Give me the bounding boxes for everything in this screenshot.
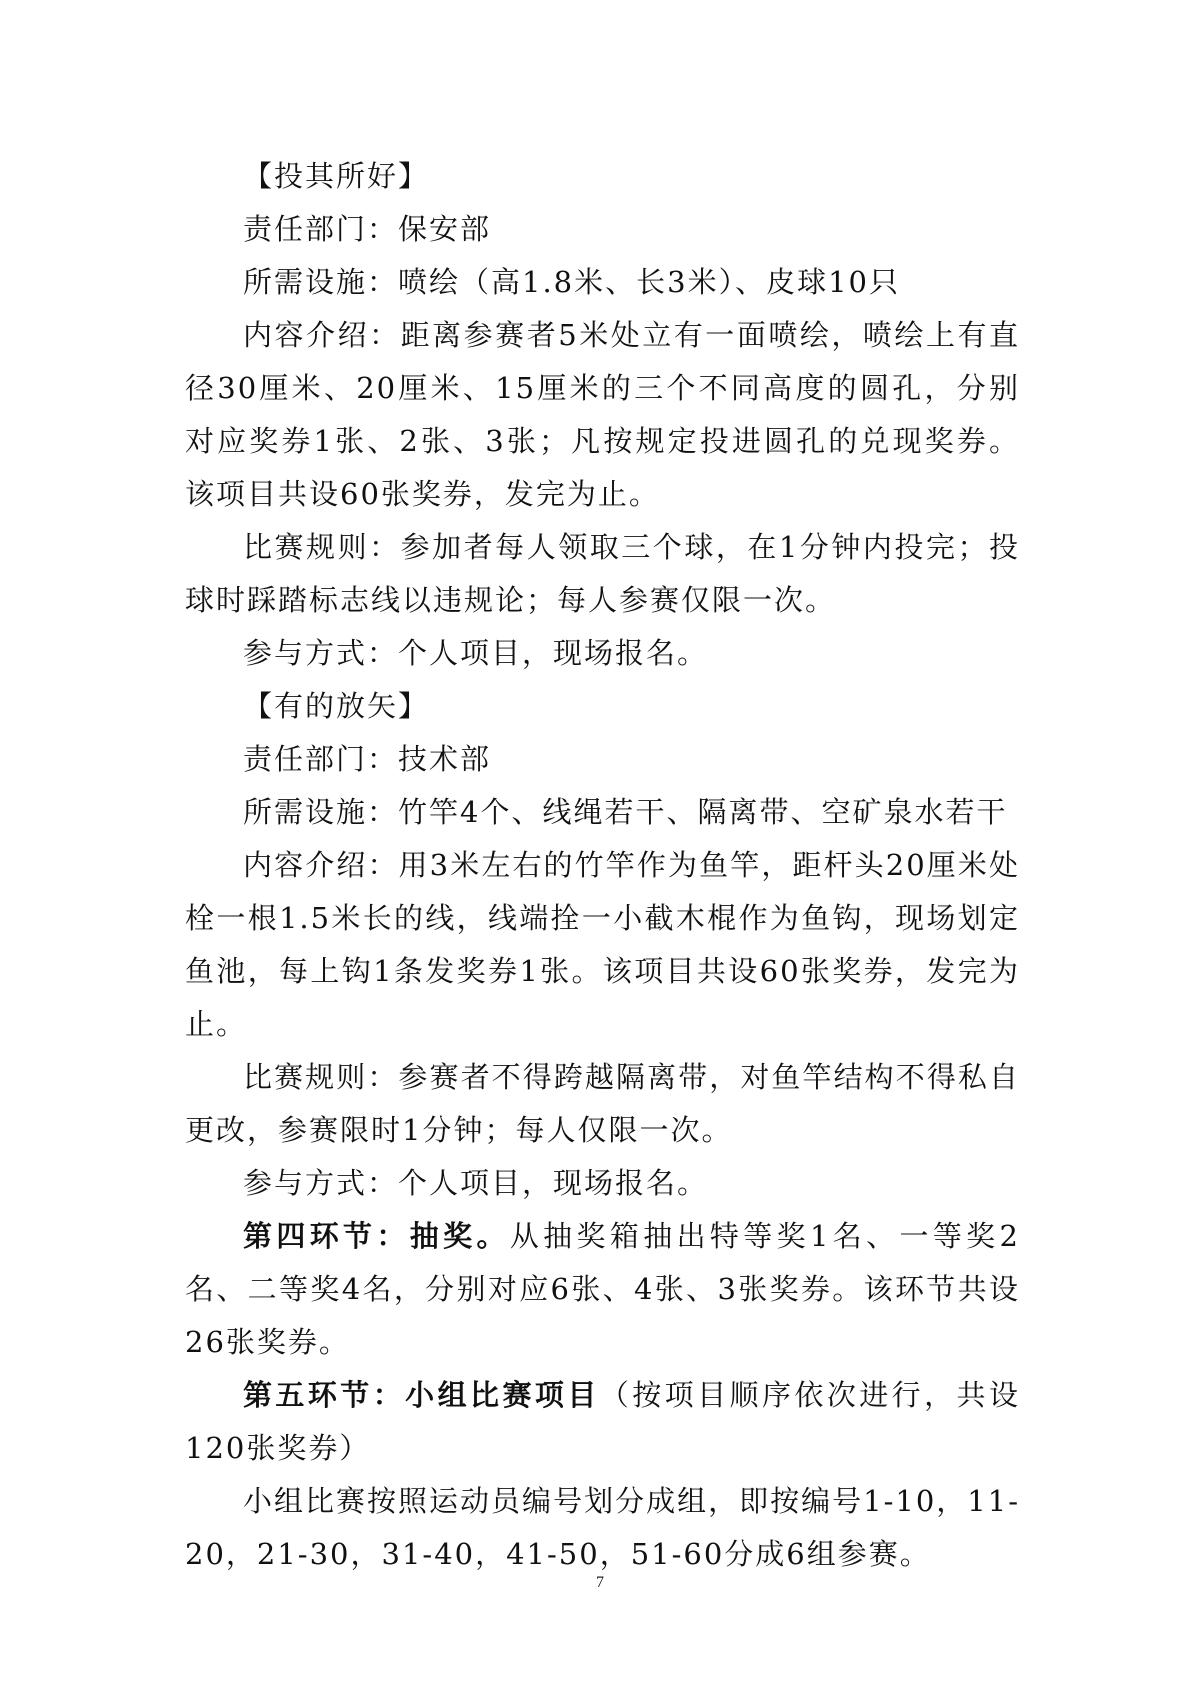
group-paragraph: 小组比赛按照运动员编号划分成组，即按编号1-10，11-20，21-30，31-40，41-50，51-60分成6组参赛。	[185, 1484, 1020, 1571]
document-body	[185, 150, 1020, 1581]
stage4-heading: 第四环节：抽奖。	[243, 1219, 510, 1253]
stage5-text: （按项目顺序依次进行，共设120张奖券）	[185, 1378, 1020, 1465]
facilities-2: 所需设施：竹竿4个、线绳若干、隔离带、空矿泉水若干	[243, 795, 1008, 829]
rules-2: 比赛规则：参赛者不得跨越隔离带，对鱼竿结构不得私自更改，参赛限时1分钟；每人仅限一次。	[185, 1060, 1020, 1147]
participation-1: 参与方式：个人项目，现场报名。	[243, 636, 709, 670]
stage5-heading: 第五环节：小组比赛项目	[243, 1378, 600, 1412]
stage4-text: 从抽奖箱抽出特等奖1名、一等奖2名、二等奖4名，分别对应6张、4张、3张奖券。该环节共设26张奖券。	[185, 1219, 1020, 1359]
content-2: 内容介绍：用3米左右的竹竿作为鱼竿，距杆头20厘米处栓一根1.5米长的线，线端拴一小截木棍作为鱼钩，现场划定鱼池，每上钩1条发奖券1张。该项目共设60张奖券，发完为止。	[185, 848, 1020, 1041]
rules-1: 比赛规则：参加者每人领取三个球，在1分钟内投完；投球时踩踏标志线以违规论；每人参赛仅限一次。	[185, 530, 1020, 617]
stage4-paragraph	[185, 1210, 1020, 1369]
page-number: 7	[596, 1574, 604, 1591]
stage5-paragraph	[185, 1369, 1020, 1475]
section-title-2: 【有的放矢】	[243, 689, 430, 723]
department-1: 责任部门：保安部	[243, 212, 492, 246]
participation-2: 参与方式：个人项目，现场报名。	[243, 1166, 709, 1200]
facilities-1: 所需设施：喷绘（高1.8米、长3米）、皮球10只	[243, 265, 900, 299]
content-1: 内容介绍：距离参赛者5米处立有一面喷绘，喷绘上有直径30厘米、20厘米、15厘米的三个不同高度的圆孔，分别对应奖券1张、2张、3张；凡按规定投进圆孔的兑现奖券。该项目共设60张奖券，发完为止。	[185, 318, 1020, 511]
section-title-1: 【投其所好】	[243, 159, 430, 193]
department-2: 责任部门：技术部	[243, 742, 492, 776]
